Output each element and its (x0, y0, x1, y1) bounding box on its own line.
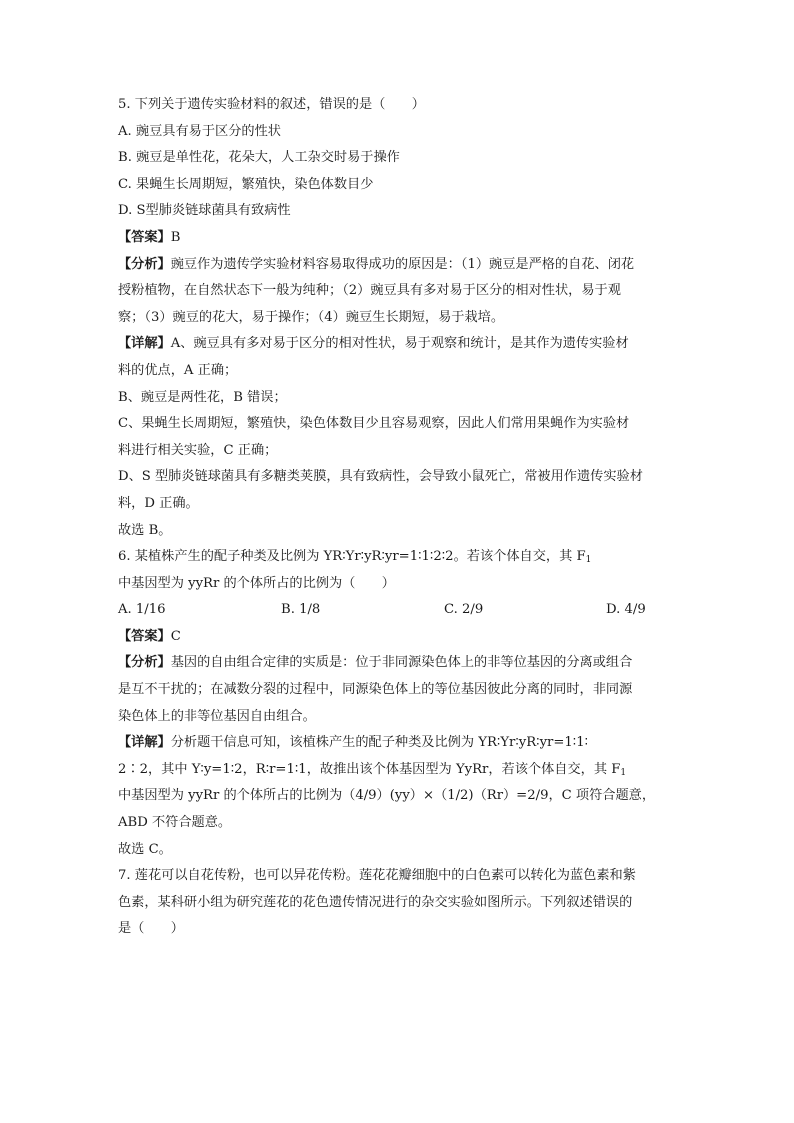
q5-detail-line-2: 料的优点，A 正确； (118, 362, 238, 378)
q6-stem-line-2: 中基因型为 yyRr 的个体所占的比例为（ ） (118, 575, 395, 591)
q5-answer-value: B (170, 229, 181, 245)
q7-stem-line-2: 色素，某科研小组为研究莲花的花色遗传情况进行的杂交实验如图所示。下列叙述错误的 (118, 894, 633, 910)
q6-answer (118, 624, 680, 651)
q6-option-a: A. 1/16 (118, 602, 166, 618)
q6-analysis-line-2: 是互不干扰的；在减数分裂的过程中，同源染色体上的等位基因彼此分离的同时，非同源 (118, 682, 633, 698)
q7-stem-line-3: 是（ ） (118, 921, 184, 937)
q5-detail-line-3: B、豌豆是两性花，B 错误； (118, 389, 287, 405)
q5-analysis-text: 豌豆作为遗传学实验材料容易取得成功的原因是：（1）豌豆是严格的自花、闭花 (170, 256, 635, 272)
q5-conclusion: 故选 B。 (118, 522, 172, 538)
q6-detail-line-2 (118, 757, 680, 784)
q5-detail-line-4: C、果蝇生长周期短，繁殖快，染色体数目少且容易观察，因此人们常用果蝇作为实验材 (118, 416, 630, 432)
q6-analysis-line-1 (118, 650, 680, 677)
q6-detail-text: 分析题干信息可知，该植株产生的配子种类及比例为 YR∶Yr∶yR∶yr=1∶1∶ (170, 735, 589, 751)
q7-stem-line-1: 7. 莲花可以自花传粉，也可以异花传粉。莲花花瓣细胞中的白色素可以转化为蓝色素和紫 (118, 868, 636, 884)
analysis-tag: 【分析】 (118, 655, 171, 671)
q6-detail-text-2: 2∶2，其中 Y∶y=1∶2，R∶r=1∶1，故推出该个体基因型为 YyRr，若该个体自交，其 F (118, 761, 621, 777)
q5-option-c: C. 果蝇生长周期短，繁殖快，染色体数目少 (118, 176, 374, 192)
q5-option-d: D. S型肺炎链球菌具有致病性 (118, 203, 291, 219)
q6-detail-line-3: 中基因型为 yyRr 的个体所占的比例为（4/9）(yy）×（1/2)（Rr）=2/9，C 项符合题意， (118, 788, 656, 804)
answer-tag: 【答案】 (118, 229, 171, 245)
q6-option-d: D. 4/9 (606, 602, 646, 618)
q6-detail-line-4: ABD 不符合题意。 (118, 815, 232, 831)
q5-analysis-line-1 (118, 252, 680, 279)
detail-tag: 【详解】 (118, 336, 171, 352)
q6-option-b: B. 1/8 (281, 602, 321, 618)
q6-options (118, 597, 680, 624)
q6-analysis-text: 基因的自由组合定律的实质是：位于非同源染色体上的非等位基因的分离或组合 (170, 655, 633, 671)
q5-stem: 5. 下列关于遗传实验材料的叙述，错误的是（ ） (118, 97, 425, 112)
q6-stem-subscript: 1 (585, 555, 592, 566)
q6-stem-line-1 (118, 544, 680, 571)
q6-analysis-line-3: 染色体上的非等位基因自由组合。 (118, 708, 316, 724)
q5-detail-line-6: D、S 型肺炎链球菌具有多糖类荚膜，具有致病性，会导致小鼠死亡，常被用作遗传实验材 (118, 469, 643, 485)
q5-detail-text: A、豌豆具有多对易于区分的相对性状，易于观察和统计，是其作为遗传实验材 (170, 336, 629, 352)
q5-answer (118, 225, 680, 252)
q5-detail-line-7: 料，D 正确。 (118, 495, 199, 511)
q6-option-c: C. 2/9 (444, 602, 484, 618)
q6-detail-subscript: 1 (620, 767, 627, 778)
q5-analysis-line-3: 察；（3）豌豆的花大，易于操作；（4）豌豆生长期短，易于栽培。 (118, 309, 505, 325)
detail-tag: 【详解】 (118, 735, 171, 751)
q5-analysis-line-2: 授粉植物，在自然状态下一般为纯种；（2）豌豆具有多对易于区分的相对性状，易于观 (118, 283, 621, 299)
q5-detail-line-1 (118, 331, 680, 358)
q6-conclusion: 故选 C。 (118, 841, 172, 857)
q6-stem-text: 6. 某植株产生的配子种类及比例为 YR∶Yr∶yR∶yr=1∶1∶2∶2。若该个体自交，其 F (118, 549, 586, 565)
q6-answer-value: C (170, 628, 181, 644)
q5-option-a: A. 豌豆具有易于区分的性状 (118, 123, 281, 139)
q5-detail-line-5: 料进行相关实验，C 正确； (118, 442, 278, 458)
document-content (118, 92, 680, 943)
analysis-tag: 【分析】 (118, 256, 171, 272)
q6-detail-line-1 (118, 730, 680, 757)
answer-tag: 【答案】 (118, 628, 171, 644)
q5-option-b: B. 豌豆是单性花，花朵大，人工杂交时易于操作 (118, 150, 400, 166)
